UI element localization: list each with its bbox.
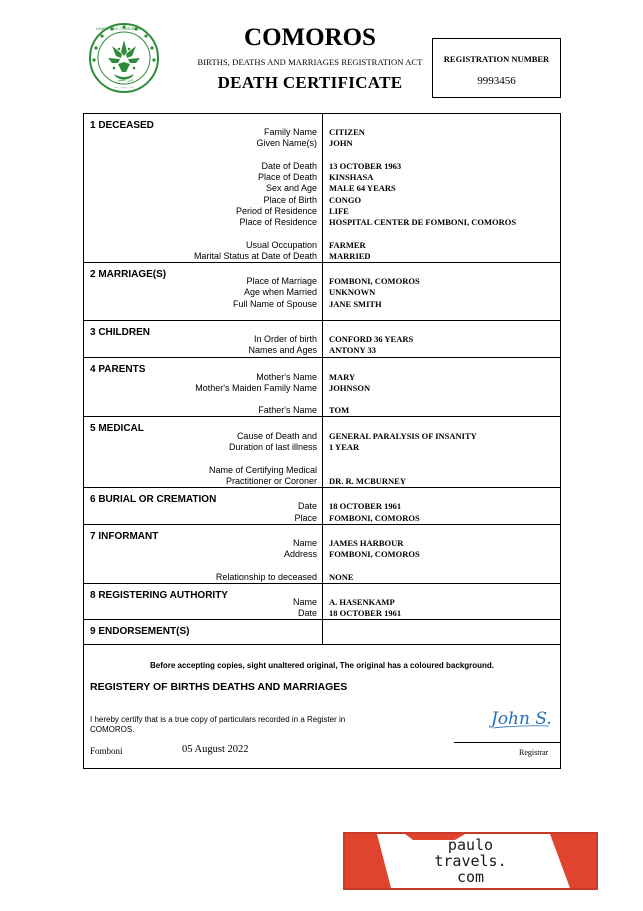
registration-number-value: 9993456 xyxy=(477,75,516,87)
field-row xyxy=(84,513,560,524)
field-label: Address xyxy=(283,549,317,559)
seal-top-text: UNION DES COMORES xyxy=(96,26,141,31)
paulo-travels-logo xyxy=(343,832,598,890)
field-row xyxy=(84,334,560,345)
issue-place: Fomboni xyxy=(90,746,123,756)
field-label: Place of Marriage xyxy=(246,276,317,286)
section-parents xyxy=(84,358,560,417)
field-row xyxy=(84,501,560,512)
field-row xyxy=(84,287,560,298)
field-label: Mother's Name xyxy=(256,372,317,382)
section-medical xyxy=(84,417,560,488)
logo-line-3: com xyxy=(456,868,485,886)
field-value: MARY xyxy=(329,372,356,382)
field-row xyxy=(84,251,560,262)
field-value: JAMES HARBOUR xyxy=(329,538,404,548)
section-marriages xyxy=(84,263,560,321)
field-value: FOMBONI, COMOROS xyxy=(329,549,420,559)
svg-text:— · — · —: — · — · — xyxy=(114,85,134,90)
section-title: 4 PARENTS xyxy=(90,364,146,375)
field-value: NONE xyxy=(329,572,354,582)
logo-line-2: travels. xyxy=(434,852,507,870)
section-title: 1 DECEASED xyxy=(90,120,154,131)
comoros-seal-emblem xyxy=(88,22,160,94)
field-row xyxy=(84,217,560,228)
field-label: In Order of birth xyxy=(253,334,317,344)
field-label: Given Name(s) xyxy=(256,138,317,148)
field-label: Date of Death xyxy=(261,161,317,171)
registration-number-box xyxy=(432,38,561,98)
field-label: Sex and Age xyxy=(265,183,317,193)
field-value: 1 YEAR xyxy=(329,442,360,452)
field-value: 18 OCTOBER 1961 xyxy=(329,608,402,618)
signature-line xyxy=(454,742,560,743)
field-label: Name of Certifying Medical xyxy=(208,465,317,475)
field-row xyxy=(84,345,560,356)
logo-text xyxy=(345,837,596,885)
certification-statement: I hereby certify that is a true copy of particulars recorded in a Register in COMOROS. xyxy=(90,715,346,734)
registrar-signature xyxy=(489,702,557,732)
section-title: 7 INFORMANT xyxy=(90,531,159,542)
field-value: TOM xyxy=(329,405,350,415)
field-label: Full Name of Spouse xyxy=(232,299,317,309)
certificate-table xyxy=(83,113,561,769)
field-row xyxy=(84,383,560,394)
seal-arabic-text: جزر القمر xyxy=(117,77,134,82)
section-deceased xyxy=(84,114,560,263)
logo-line-1: paulo xyxy=(447,836,494,854)
field-value: GENERAL PARALYSIS OF INSANITY xyxy=(329,431,477,441)
field-value: FOMBONI, COMOROS xyxy=(329,276,420,286)
section-title: 6 BURIAL OR CREMATION xyxy=(90,494,217,505)
field-value: JANE SMITH xyxy=(329,299,382,309)
registration-number-label: REGISTRATION NUMBER xyxy=(443,54,550,64)
field-value: KINSHASA xyxy=(329,172,374,182)
section-burial xyxy=(84,488,560,525)
field-value: HOSPITAL CENTER DE FOMBONI, COMOROS xyxy=(329,217,517,227)
field-label: Family Name xyxy=(263,127,317,137)
field-value: FOMBONI, COMOROS xyxy=(329,513,420,523)
field-label: Name xyxy=(292,597,317,607)
field-row xyxy=(84,240,560,251)
field-row xyxy=(84,372,560,383)
field-value: 13 OCTOBER 1963 xyxy=(329,161,402,171)
field-row xyxy=(84,608,560,619)
field-row xyxy=(84,465,560,476)
certificate-heading xyxy=(190,24,430,93)
certificate-footer xyxy=(84,645,560,768)
field-row xyxy=(84,276,560,287)
registrar-label: Registrar xyxy=(519,748,549,757)
section-children xyxy=(84,321,560,358)
field-value: DR. R. MCBURNEY xyxy=(329,476,406,486)
field-value: MARRIED xyxy=(329,251,371,261)
field-row xyxy=(84,405,560,416)
section-registering-authority xyxy=(84,584,560,620)
field-row xyxy=(84,183,560,194)
field-label: Name xyxy=(292,538,317,548)
field-row xyxy=(84,127,560,138)
section-title: 8 REGISTERING AUTHORITY xyxy=(90,590,228,601)
field-label: Place of Birth xyxy=(263,195,317,205)
section-title: 9 ENDORSEMENT(S) xyxy=(90,626,190,637)
field-value: JOHNSON xyxy=(329,383,371,393)
field-value: MALE 64 YEARS xyxy=(329,183,396,193)
registration-act: BIRTHS, DEATHS AND MARRIAGES REGISTRATION ACT xyxy=(197,57,423,67)
field-value: CONGO xyxy=(329,195,362,205)
section-endorsements xyxy=(84,620,560,645)
field-label: Age when Married xyxy=(243,287,317,297)
field-label: Period of Residence xyxy=(235,206,317,216)
section-title: 5 MEDICAL xyxy=(90,423,144,434)
field-label: Place of Death xyxy=(257,172,317,182)
issue-date: 05 August 2022 xyxy=(182,744,249,755)
field-row xyxy=(84,597,560,608)
field-label: Date xyxy=(297,608,317,618)
original-notice: Before accepting copies, sight unaltered original, The original has a coloured background. xyxy=(149,661,495,670)
section-informant xyxy=(84,525,560,584)
field-row xyxy=(84,138,560,149)
field-row xyxy=(84,549,560,560)
field-row xyxy=(84,538,560,549)
field-value: JOHN xyxy=(329,138,353,148)
field-value: FARMER xyxy=(329,240,366,250)
field-row xyxy=(84,172,560,183)
document-title: DEATH CERTIFICATE xyxy=(217,73,403,92)
field-row xyxy=(84,476,560,487)
column-divider xyxy=(322,620,323,644)
field-label: Father's Name xyxy=(258,405,317,415)
field-label: Cause of Death and xyxy=(236,431,317,441)
field-row xyxy=(84,431,560,442)
registry-title: REGISTERY OF BIRTHS DEATHS AND MARRIAGES xyxy=(90,681,348,693)
country-title: COMOROS xyxy=(244,24,376,51)
field-label: Names and Ages xyxy=(248,345,317,355)
field-value: CITIZEN xyxy=(329,127,365,137)
field-row xyxy=(84,161,560,172)
field-row xyxy=(84,442,560,453)
section-title: 3 CHILDREN xyxy=(90,327,151,338)
field-label: Mother's Maiden Family Name xyxy=(195,383,317,393)
field-row xyxy=(84,572,560,583)
field-value: A. HASENKAMP xyxy=(329,597,395,607)
field-value: CONFORD 36 YEARS xyxy=(329,334,414,344)
field-value: LIFE xyxy=(329,206,349,216)
field-label: Usual Occupation xyxy=(245,240,317,250)
field-row xyxy=(84,195,560,206)
field-label: Date xyxy=(297,501,317,511)
field-label: Practitioner or Coroner xyxy=(225,476,317,486)
field-row xyxy=(84,299,560,310)
field-label: Relationship to deceased xyxy=(215,572,317,582)
field-label: Place xyxy=(294,513,317,523)
signature-text: John S. xyxy=(491,709,552,729)
field-label: Marital Status at Date of Death xyxy=(193,251,317,261)
field-label: Duration of last illness xyxy=(228,442,317,452)
field-value: UNKNOWN xyxy=(329,287,376,297)
field-value: ANTONY 33 xyxy=(329,345,376,355)
field-row xyxy=(84,206,560,217)
field-label: Place of Residence xyxy=(239,217,317,227)
field-value: 18 OCTOBER 1961 xyxy=(329,501,402,511)
section-title: 2 MARRIAGE(S) xyxy=(90,269,167,280)
